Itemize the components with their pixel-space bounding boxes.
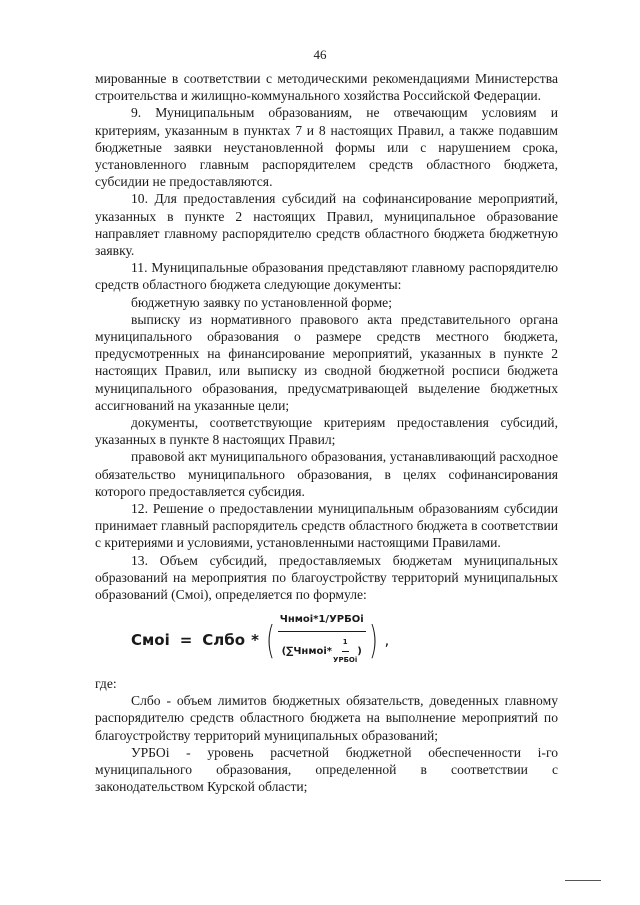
formula-denominator-close: ) xyxy=(357,645,362,657)
subsidy-formula xyxy=(131,611,558,669)
paragraph-11-item-3: документы, соответствующие критериям предоставления субсидий, указанных в пункте 8 настоящих Правил; xyxy=(95,415,558,448)
formula-denominator xyxy=(282,632,362,669)
formula-right-paren: ) xyxy=(368,618,378,663)
formula-lhs: Смоi xyxy=(131,630,170,649)
formula-inner-numerator: 1 xyxy=(342,634,349,652)
paragraph-13: 13. Объем субсидий, предоставляемых бюджетам муниципальных образований на мероприятия по благоустройству территорий муниципальных образований (Смоi), определяется по формуле: xyxy=(95,552,558,603)
formula-fraction xyxy=(278,611,366,669)
footer-mark xyxy=(565,880,601,881)
formula-equals: = xyxy=(179,630,193,649)
paragraph-11-item-4: правовой акт муниципального образования, устанавливающий расходное обязательство муниципального образования, в целях софинансирования которого предоставляется субсидия. xyxy=(95,449,558,499)
page-content xyxy=(95,70,558,795)
formula-denominator-sum: (∑Чнмоi* xyxy=(281,645,333,657)
formula-inner-denominator: УРБОi xyxy=(333,655,358,664)
formula-left-paren: ( xyxy=(265,618,275,663)
paragraph-11-item-2: выписку из нормативного правового акта представительного органа муниципального образования о размере средств местного бюджета, предусмотренных на финансирование мероприятий, указанных в пункте 2 настоящих Правил, или выписку из сводной бюджетной росписи бюджета муниципального образования, предусматривающей выделение бюджетных ассигнований на указанные цели; xyxy=(95,311,558,413)
paragraph-10: 10. Для предоставления субсидий на софинансирование мероприятий, указанных в пункте 2 настоящих Правил, муниципальное образование направляет главному распорядителю средств областного бюджета бюджетную заявку. xyxy=(95,191,558,259)
where-label: где: xyxy=(95,675,117,691)
formula-comma: , xyxy=(384,630,390,649)
paragraph-9: 9. Муниципальным образованиям, не отвечающим условиям и критериям, указанным в пунктах 7 и 8 настоящих Правил, а также подавшим бюджетные заявки неустановленной формы или с нарушением срока, установленного главным распорядителем средств областного бюджета, субсидии не предоставляются. xyxy=(95,105,558,190)
formula-rhs-limit: Слбо xyxy=(202,630,246,649)
paragraph-11-item-1: бюджетную заявку по установленной форме; xyxy=(131,294,392,310)
formula-numerator: Чнмоi*1/УРБОi xyxy=(278,611,366,631)
formula-inner-fraction xyxy=(333,634,357,669)
paragraph-11: 11. Муниципальные образования представляют главному распорядителю средств областного бюджета следующие документы: xyxy=(95,260,558,293)
paragraph-12: 12. Решение о предоставлении муниципальным образованиям субсидии принимает главный распорядитель средств областного бюджета в соответствии с критериями и условиями, установленными настоящими Правилами. xyxy=(95,501,558,551)
formula-multiply: * xyxy=(251,630,259,649)
page-number: 46 xyxy=(313,47,327,62)
definition-slbo: Слбо - объем лимитов бюджетных обязательств, доведенных главному распорядителю средств областного бюджета на выполнение мероприятий по благоустройству территорий муниципальных образований; xyxy=(95,693,558,743)
definition-urboi: УРБОi - уровень расчетной бюджетной обеспеченности i-го муниципального образования, определенной в соответствии с законодательством Курской области; xyxy=(95,744,558,795)
paragraph-continuation: мированные в соответствии с методическими рекомендациями Министерства строительства и жилищно-коммунального хозяйства Российской Федерации. xyxy=(95,71,558,104)
